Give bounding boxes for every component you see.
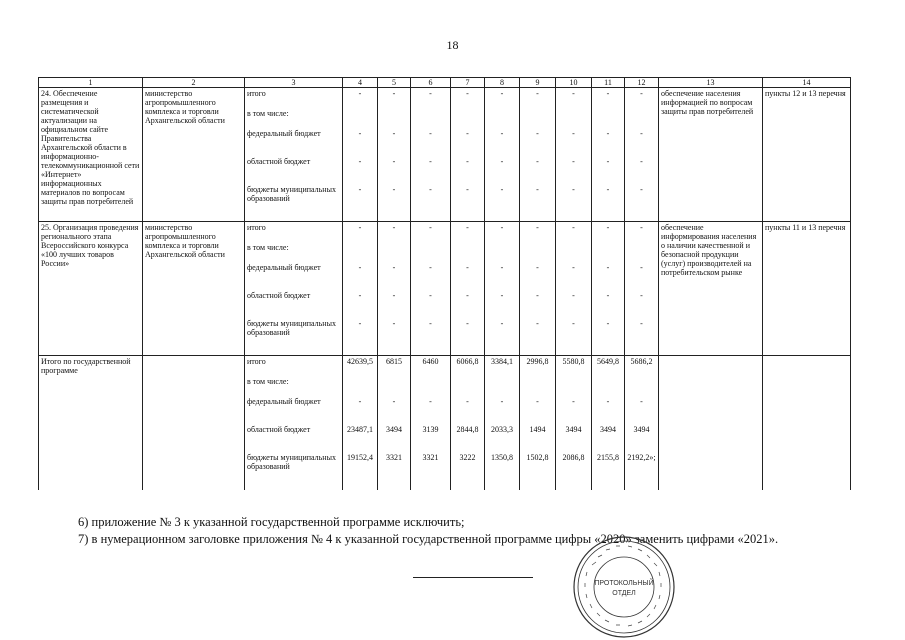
amount-cell (451, 242, 485, 262)
amount-cell: - (625, 396, 659, 424)
funding-source-label: итого (245, 356, 343, 376)
amount-cell: - (451, 262, 485, 290)
amount-cell: - (520, 222, 556, 242)
amount-cell: - (520, 290, 556, 318)
paragraph-7: 7) в нумерационном заголовке приложения № 4 к указанной государственной программе цифры «2020» заменить цифрами «2021». (78, 532, 779, 546)
amount-cell: - (485, 156, 520, 184)
funding-source-label: федеральный бюджет (245, 396, 343, 424)
activity-name-cell: 24. Обеспечение размещения и систематической актуализации на официальном сайте Правительства Архангельской области в информационно-телекоммуникационной сети «Интернет» информационных материалов по вопросам защиты прав потребителей (39, 88, 143, 222)
amount-cell: - (451, 88, 485, 108)
amount-cell: - (592, 88, 625, 108)
amount-cell (592, 242, 625, 262)
amount-cell: - (378, 184, 411, 222)
column-number: 14 (763, 78, 851, 88)
amount-cell: 2033,3 (485, 424, 520, 452)
amount-cell (451, 108, 485, 128)
amount-cell: 3139 (411, 424, 451, 452)
amount-cell: - (625, 290, 659, 318)
column-number: 12 (625, 78, 659, 88)
funding-source-label: областной бюджет (245, 424, 343, 452)
funding-source-label: областной бюджет (245, 290, 343, 318)
amount-cell: - (485, 262, 520, 290)
amount-cell: 5686,2 (625, 356, 659, 376)
amount-cell: - (451, 184, 485, 222)
amount-cell: 3384,1 (485, 356, 520, 376)
amount-cell: - (485, 222, 520, 242)
amount-cell (625, 376, 659, 396)
amount-cell: - (451, 222, 485, 242)
amount-cell (556, 376, 592, 396)
amount-cell (485, 376, 520, 396)
amount-cell: - (592, 262, 625, 290)
funding-source-label: бюджеты муниципальных образований (245, 318, 343, 356)
amount-cell: - (520, 88, 556, 108)
amount-cell: - (592, 184, 625, 222)
column-number: 8 (485, 78, 520, 88)
table-row (39, 222, 851, 242)
amount-cell: 1502,8 (520, 452, 556, 490)
funding-source-label: в том числе: (245, 376, 343, 396)
amount-cell: 1350,8 (485, 452, 520, 490)
list-items-cell: пункты 11 и 13 перечня (763, 222, 851, 356)
table-body (39, 78, 851, 490)
amount-cell: - (378, 318, 411, 356)
signature-line (413, 577, 533, 578)
amount-cell: - (520, 318, 556, 356)
amount-cell (378, 376, 411, 396)
amount-cell: - (378, 290, 411, 318)
amount-cell: - (625, 128, 659, 156)
amount-cell: - (520, 396, 556, 424)
amount-cell: - (411, 184, 451, 222)
amount-cell (625, 242, 659, 262)
amount-cell: - (451, 128, 485, 156)
amount-cell: - (411, 396, 451, 424)
amount-cell: 1494 (520, 424, 556, 452)
amount-cell: 3321 (411, 452, 451, 490)
program-table (38, 77, 851, 490)
amount-cell: - (556, 262, 592, 290)
table-row (39, 88, 851, 108)
amount-cell: 6066,8 (451, 356, 485, 376)
amount-cell: - (343, 184, 378, 222)
amount-cell: - (625, 318, 659, 356)
amount-cell: 5580,8 (556, 356, 592, 376)
amount-cell: - (411, 290, 451, 318)
amount-cell: 3494 (556, 424, 592, 452)
amount-cell: - (343, 290, 378, 318)
amount-cell: 2996,8 (520, 356, 556, 376)
amount-cell: - (625, 262, 659, 290)
amount-cell: - (625, 88, 659, 108)
amount-cell: - (592, 128, 625, 156)
amount-cell: - (556, 222, 592, 242)
amount-cell (485, 242, 520, 262)
column-number: 7 (451, 78, 485, 88)
funding-source-label: областной бюджет (245, 156, 343, 184)
amount-cell: - (485, 88, 520, 108)
amount-cell (451, 376, 485, 396)
amount-cell: - (343, 262, 378, 290)
amount-cell: - (556, 396, 592, 424)
funding-source-label: бюджеты муниципальных образований (245, 452, 343, 490)
amount-cell (343, 376, 378, 396)
executor-cell: министерство агропромышленного комплекса и торговли Архангельской области (143, 88, 245, 222)
amount-cell: 3222 (451, 452, 485, 490)
amount-cell (556, 242, 592, 262)
amount-cell: 3494 (378, 424, 411, 452)
amount-cell: 23487,1 (343, 424, 378, 452)
amount-cell (520, 108, 556, 128)
amount-cell: - (520, 156, 556, 184)
amount-cell: 2086,8 (556, 452, 592, 490)
amount-cell: - (378, 128, 411, 156)
column-number: 6 (411, 78, 451, 88)
amount-cell: - (625, 222, 659, 242)
column-number: 1 (39, 78, 143, 88)
column-number: 3 (245, 78, 343, 88)
amount-cell: 6815 (378, 356, 411, 376)
amount-cell: - (411, 222, 451, 242)
amount-cell: - (343, 128, 378, 156)
amount-cell: - (556, 156, 592, 184)
amount-cell: 5649,8 (592, 356, 625, 376)
amount-cell: - (625, 184, 659, 222)
funding-source-label: федеральный бюджет (245, 262, 343, 290)
amount-cell (411, 242, 451, 262)
official-seal-stamp (572, 535, 676, 639)
activity-name-cell: Итого по государственной программе (39, 356, 143, 490)
amount-cell: - (556, 128, 592, 156)
amount-cell: - (343, 318, 378, 356)
amount-cell (520, 242, 556, 262)
column-number: 5 (378, 78, 411, 88)
amount-cell: - (592, 156, 625, 184)
column-number: 2 (143, 78, 245, 88)
funding-source-label: в том числе: (245, 108, 343, 128)
amount-cell (592, 108, 625, 128)
amount-cell: - (556, 318, 592, 356)
amount-cell: - (343, 222, 378, 242)
activity-name-cell: 25. Организация проведения регионального этапа Всероссийского конкурса «100 лучших товаров России» (39, 222, 143, 356)
amount-cell: 19152,4 (343, 452, 378, 490)
amount-cell: - (343, 396, 378, 424)
column-number: 13 (659, 78, 763, 88)
amount-cell: 3494 (592, 424, 625, 452)
amount-cell: 2844,8 (451, 424, 485, 452)
amount-cell: - (411, 156, 451, 184)
amount-cell: - (343, 88, 378, 108)
stamp-text-1: ПРОТОКОЛЬНЫЙ (594, 580, 654, 587)
amount-cell: - (556, 290, 592, 318)
amount-cell: 42639,5 (343, 356, 378, 376)
column-number: 9 (520, 78, 556, 88)
funding-source-label: федеральный бюджет (245, 128, 343, 156)
amount-cell (411, 376, 451, 396)
amount-cell: 3494 (625, 424, 659, 452)
amount-cell (378, 108, 411, 128)
executor-cell (143, 356, 245, 490)
amount-cell: 2192,2»; (625, 452, 659, 490)
amount-cell: - (378, 222, 411, 242)
amount-cell: - (485, 318, 520, 356)
amount-cell: - (520, 128, 556, 156)
funding-source-label: бюджеты муниципальных образований (245, 184, 343, 222)
column-number: 4 (343, 78, 378, 88)
amount-cell: - (520, 184, 556, 222)
amount-cell: - (411, 88, 451, 108)
amount-cell: - (343, 156, 378, 184)
table-row (39, 356, 851, 376)
amount-cell: 3321 (378, 452, 411, 490)
amount-cell: - (451, 290, 485, 318)
amount-cell: - (592, 222, 625, 242)
amount-cell: - (378, 396, 411, 424)
column-number: 11 (592, 78, 625, 88)
amount-cell: - (411, 262, 451, 290)
amount-cell: - (556, 88, 592, 108)
amount-cell: - (592, 318, 625, 356)
amount-cell: - (378, 262, 411, 290)
paragraph-6: 6) приложение № 3 к указанной государственной программе исключить; (78, 515, 465, 529)
list-items-cell (763, 356, 851, 490)
amount-cell: - (592, 290, 625, 318)
amount-cell: - (485, 184, 520, 222)
amount-cell: - (485, 128, 520, 156)
amount-cell (556, 108, 592, 128)
amount-cell: - (592, 396, 625, 424)
amount-cell (343, 108, 378, 128)
amount-cell: - (411, 318, 451, 356)
list-items-cell: пункты 12 и 13 перечня (763, 88, 851, 222)
amount-cell (411, 108, 451, 128)
amount-cell: - (485, 290, 520, 318)
amount-cell: - (411, 128, 451, 156)
funding-source-label: в том числе: (245, 242, 343, 262)
amount-cell (485, 108, 520, 128)
amount-cell: 6460 (411, 356, 451, 376)
amount-cell: - (556, 184, 592, 222)
amount-cell (520, 376, 556, 396)
amount-cell: - (378, 156, 411, 184)
amount-cell (378, 242, 411, 262)
amount-cell: - (451, 396, 485, 424)
table-header-row (39, 78, 851, 88)
expected-result-cell: обеспечение населения информацией по вопросам защиты прав потребителей (659, 88, 763, 222)
page-number: 18 (446, 38, 459, 52)
column-number: 10 (556, 78, 592, 88)
stamp-text-2: ОТДЕЛ (612, 590, 636, 597)
amount-cell (625, 108, 659, 128)
amount-cell: - (451, 318, 485, 356)
amount-cell: - (451, 156, 485, 184)
amount-cell: 2155,8 (592, 452, 625, 490)
amount-cell: - (520, 262, 556, 290)
expected-result-cell: обеспечение информирования населения о наличии качественной и безопасной продукции (услуг) производителей на потребительском рынке (659, 222, 763, 356)
amount-cell: - (378, 88, 411, 108)
funding-source-label: итого (245, 88, 343, 108)
funding-source-label: итого (245, 222, 343, 242)
amount-cell (592, 376, 625, 396)
executor-cell: министерство агропромышленного комплекса и торговли Архангельской области (143, 222, 245, 356)
expected-result-cell (659, 356, 763, 490)
amount-cell: - (625, 156, 659, 184)
amount-cell: - (485, 396, 520, 424)
amount-cell (343, 242, 378, 262)
